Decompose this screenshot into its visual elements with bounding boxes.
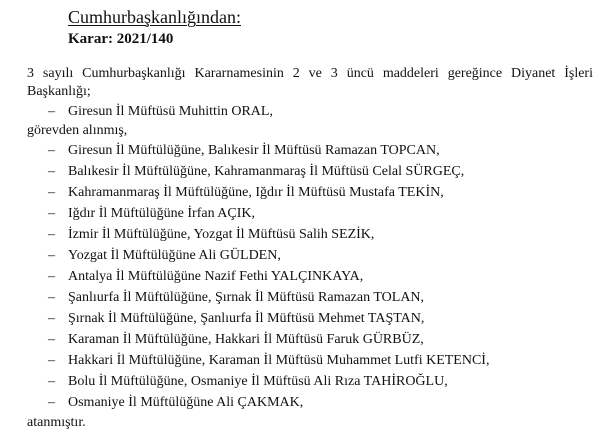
appointed-item — [48, 226, 374, 244]
list-dash: – — [48, 248, 55, 263]
appointed-item-text: Bolu İl Müftülüğüne, Osmaniye İl Müftüsü Ali Rıza TAHİROĞLU, — [68, 374, 448, 389]
appointed-item-text: Hakkari İl Müftülüğüne, Karaman İl Müftüsü Muhammet Lutfi KETENCİ, — [68, 353, 490, 368]
appointed-item — [48, 352, 489, 370]
list-dash: – — [48, 206, 55, 221]
appointed-item — [48, 268, 363, 286]
list-dash: – — [48, 185, 55, 200]
list-dash: – — [48, 143, 55, 158]
decision-number: Karar: 2021/140 — [68, 31, 174, 47]
list-dash: – — [48, 104, 55, 119]
list-dash: – — [48, 332, 55, 347]
appointed-item-text: Şırnak İl Müftülüğüne, Şanlıurfa İl Müftüsü Mehmet TAŞTAN, — [68, 311, 425, 326]
appointed-item — [48, 289, 424, 307]
appointed-item-text: Şanlıurfa İl Müftülüğüne, Şırnak İl Müftüsü Ramazan TOLAN, — [68, 290, 425, 305]
list-dash: – — [48, 353, 55, 368]
appointed-item-text: Balıkesir İl Müftülüğüne, Kahramanmaraş İl Müftüsü Celal SÜRGEÇ, — [68, 164, 465, 179]
appointed-item-text: Iğdır İl Müftülüğüne İrfan AÇIK, — [68, 206, 256, 221]
list-dash: – — [48, 164, 55, 179]
dismissed-item-text: Giresun İl Müftüsü Muhittin ORAL, — [68, 104, 273, 119]
appointed-item — [48, 142, 440, 160]
list-dash: – — [48, 227, 55, 242]
appointed-label: atanmıştır. — [27, 415, 86, 430]
dismissed-label: görevden alınmış, — [27, 123, 128, 138]
dismissed-item — [48, 103, 273, 121]
appointed-item-text: Giresun İl Müftülüğüne, Balıkesir İl Müftüsü Ramazan TOPCAN, — [68, 143, 440, 158]
appointed-item — [48, 184, 444, 202]
appointed-item-text: Osmaniye İl Müftülüğüne Ali ÇAKMAK, — [68, 395, 304, 410]
intro-paragraph: 3 sayılı Cumhurbaşkanlığı Kararnamesinin 2 ve 3 üncü maddeleri gereğince Diyanet İşleri Başkanlığı; — [27, 66, 593, 99]
appointed-item — [48, 247, 281, 265]
list-dash: – — [48, 311, 55, 326]
document-heading: Cumhurbaşkanlığından: — [68, 7, 241, 27]
appointed-item — [48, 394, 303, 412]
list-dash: – — [48, 374, 55, 389]
appointed-item — [48, 310, 424, 328]
appointed-item-text: Antalya İl Müftülüğüne Nazif Fethi YALÇINKAYA, — [68, 269, 364, 284]
appointed-item — [48, 331, 424, 349]
appointed-item-text: Yozgat İl Müftülüğüne Ali GÜLDEN, — [68, 248, 281, 263]
appointed-item-text: İzmir İl Müftülüğüne, Yozgat İl Müftüsü Salih SEZİK, — [68, 227, 375, 242]
list-dash: – — [48, 290, 55, 305]
list-dash: – — [48, 395, 55, 410]
appointed-item-text: Kahramanmaraş İl Müftülüğüne, Iğdır İl Müftüsü Mustafa TEKİN, — [68, 185, 444, 200]
appointed-item-text: Karaman İl Müftülüğüne, Hakkari İl Müftüsü Faruk GÜRBÜZ, — [68, 332, 424, 347]
appointed-item — [48, 163, 464, 181]
list-dash: – — [48, 269, 55, 284]
appointed-item — [48, 205, 255, 223]
appointed-item — [48, 373, 448, 391]
